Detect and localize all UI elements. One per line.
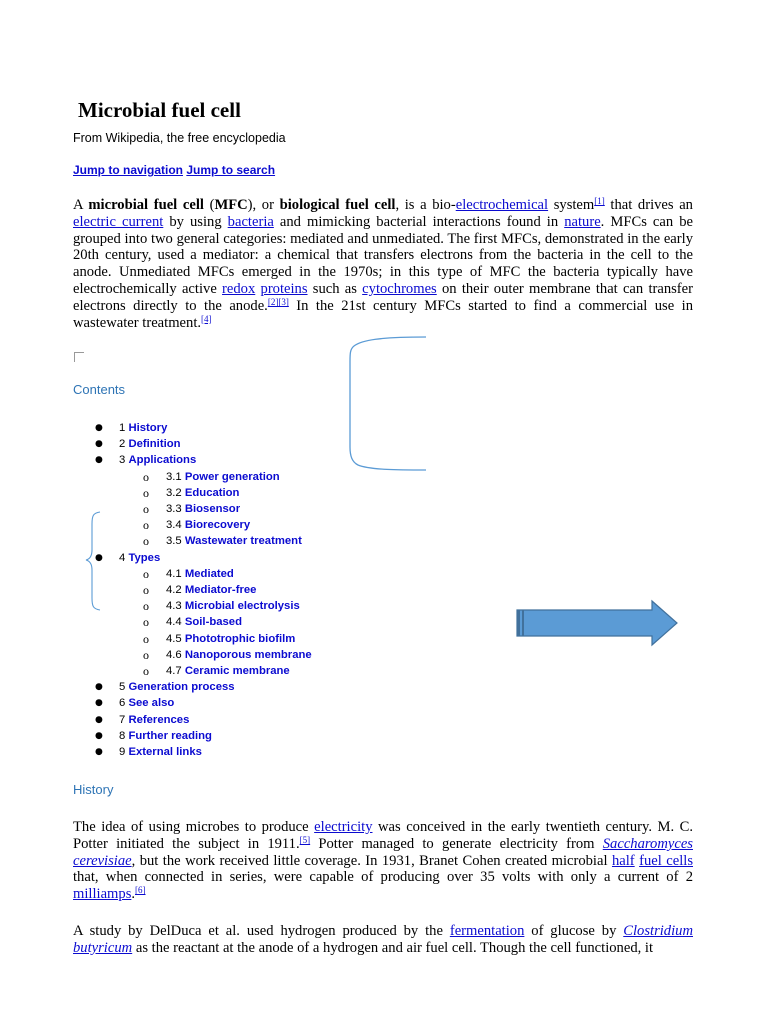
contents-heading: Contents bbox=[73, 382, 126, 397]
toc-bullet: ● bbox=[95, 747, 103, 757]
checkbox-icon bbox=[74, 352, 84, 362]
toc-link[interactable]: See also bbox=[128, 697, 175, 709]
bold-term: microbial fuel cell bbox=[88, 197, 204, 213]
link-electric-current[interactable]: electric current bbox=[73, 213, 164, 230]
toc-number: 4.1 bbox=[166, 568, 182, 580]
toc-bullet: o bbox=[143, 615, 149, 629]
citation-link[interactable]: [6] bbox=[135, 885, 146, 896]
link-milliamps[interactable]: milliamps bbox=[73, 886, 132, 903]
brace-shape bbox=[340, 332, 430, 477]
toc-link[interactable]: Generation process bbox=[128, 681, 235, 693]
toc-link[interactable]: Biosensor bbox=[184, 503, 241, 515]
toc-link[interactable]: Types bbox=[128, 552, 161, 564]
link-cytochromes[interactable]: cytochromes bbox=[362, 280, 437, 297]
toc-item[interactable] bbox=[119, 420, 167, 436]
text: , but the work received little coverage. In 1931, Branet Cohen created microbial bbox=[131, 852, 612, 869]
toc-bullet: o bbox=[143, 486, 149, 500]
toc-link[interactable]: Mediator-free bbox=[184, 584, 257, 596]
intro-paragraph bbox=[73, 197, 693, 331]
toc-bullet: ● bbox=[95, 731, 103, 741]
jump-to-search-link[interactable]: Jump to search bbox=[186, 163, 276, 177]
toc-item[interactable] bbox=[119, 744, 202, 760]
toc-item[interactable] bbox=[166, 533, 302, 549]
link-redox[interactable]: redox bbox=[222, 280, 256, 297]
link-half[interactable]: half bbox=[611, 852, 635, 869]
toc-item[interactable] bbox=[166, 566, 234, 582]
toc-number: 8 bbox=[119, 730, 126, 742]
toc-link[interactable]: Biorecovery bbox=[184, 519, 251, 531]
toc-item[interactable] bbox=[166, 631, 295, 647]
toc-link[interactable]: Microbial electrolysis bbox=[184, 600, 300, 612]
toc-bullet: o bbox=[143, 583, 149, 597]
study-paragraph bbox=[73, 923, 693, 957]
bold-term: MFC bbox=[214, 197, 248, 213]
history-heading: History bbox=[73, 782, 114, 797]
toc-bullet: o bbox=[143, 502, 149, 516]
toc-bullet: ● bbox=[95, 698, 103, 708]
text: The idea of using microbes to produce bbox=[73, 819, 315, 835]
toc-item[interactable] bbox=[119, 550, 160, 566]
text: ( bbox=[203, 197, 215, 213]
link-proteins[interactable]: proteins bbox=[260, 280, 308, 297]
toc-link[interactable]: Nanoporous membrane bbox=[184, 649, 312, 661]
toc-number: 1 bbox=[119, 422, 126, 434]
toc-link[interactable]: History bbox=[128, 422, 168, 434]
toc-link[interactable]: Definition bbox=[128, 438, 181, 450]
text: that drives an bbox=[604, 197, 693, 213]
text: . bbox=[131, 886, 136, 903]
toc-number: 4.5 bbox=[166, 633, 182, 645]
toc-link[interactable]: Applications bbox=[128, 454, 197, 466]
link-nature[interactable]: nature bbox=[564, 213, 601, 230]
jump-links bbox=[73, 163, 275, 177]
citation-link[interactable]: [4] bbox=[201, 313, 212, 324]
page-subtitle: From Wikipedia, the free encyclopedia bbox=[73, 131, 286, 145]
citation-link[interactable]: [5] bbox=[299, 834, 311, 845]
toc-bullet: ● bbox=[95, 423, 103, 433]
toc-item[interactable] bbox=[119, 728, 212, 744]
text: A bbox=[73, 197, 89, 213]
toc-number: 4.7 bbox=[166, 665, 182, 677]
text: In the 21st century MFCs started to find a commercial use in wastewater treatment. bbox=[73, 297, 694, 331]
toc-number: 4.6 bbox=[166, 649, 182, 661]
citation-link[interactable]: [2][3] bbox=[267, 296, 289, 307]
toc-link[interactable]: Mediated bbox=[184, 568, 234, 580]
toc-number: 3.3 bbox=[166, 503, 182, 515]
text: by using bbox=[163, 213, 228, 230]
text: system bbox=[548, 197, 595, 213]
link-bacteria[interactable]: bacteria bbox=[227, 213, 274, 230]
link-electricity[interactable]: electricity bbox=[314, 819, 373, 835]
toc-bullet: o bbox=[143, 567, 149, 581]
text: such as bbox=[307, 280, 363, 297]
text: ), or bbox=[247, 197, 280, 213]
toc-item[interactable] bbox=[166, 582, 256, 598]
toc-number: 7 bbox=[119, 714, 126, 726]
toc-item[interactable] bbox=[166, 517, 250, 533]
toc-bullet: ● bbox=[95, 682, 103, 692]
jump-to-navigation-link[interactable]: Jump to navigation bbox=[73, 163, 184, 177]
toc-number: 4.3 bbox=[166, 600, 182, 612]
toc-number: 6 bbox=[119, 697, 126, 709]
toc-item[interactable] bbox=[119, 452, 196, 468]
link-fermentation[interactable]: fermentation bbox=[449, 923, 525, 939]
text: , is a bio- bbox=[395, 197, 456, 213]
text: and mimicking bacterial interactions found in bbox=[273, 213, 565, 230]
right-arrow-icon bbox=[514, 598, 680, 648]
toc-link[interactable]: Ceramic membrane bbox=[184, 665, 290, 677]
toc-item[interactable] bbox=[119, 712, 189, 728]
toc-bullet: o bbox=[143, 518, 149, 532]
text: . MFCs can be grouped into two general categories: mediated and unmediated. The first MFCs, demonstrated in the early 20th century, used a mediator: a chemical that transfers electrons from the bacteria in the cell to the anode. Unmediated MFCs emerged in the 1970s; in this type of MFC the bacteria typically have electrochemically active bbox=[73, 213, 693, 297]
toc-number: 4.4 bbox=[166, 616, 182, 628]
toc-link[interactable]: Phototrophic biofilm bbox=[184, 633, 296, 645]
toc-item[interactable] bbox=[166, 501, 240, 517]
toc-number: 3.4 bbox=[166, 519, 182, 531]
text: as the reactant at the anode of a hydrogen and air fuel cell. Though the cell functioned, it bbox=[132, 939, 654, 956]
toc-item[interactable] bbox=[119, 679, 235, 695]
toc-link[interactable]: External links bbox=[128, 746, 202, 758]
toc-number: 4 bbox=[119, 552, 126, 564]
text: Potter managed to generate electricity from bbox=[310, 835, 603, 852]
toc-item[interactable] bbox=[166, 663, 290, 679]
toc-item[interactable] bbox=[119, 436, 181, 452]
text: that, when connected in series, were capable of producing over 35 volts with only a current of 2 bbox=[73, 869, 693, 886]
toc-item[interactable] bbox=[166, 614, 242, 630]
toc-link[interactable]: Education bbox=[184, 487, 240, 499]
toc-item[interactable] bbox=[166, 647, 312, 663]
link-saccharomyces[interactable]: Saccharomyces cerevisiae bbox=[73, 835, 693, 869]
toc-bullet: o bbox=[143, 599, 149, 613]
text: on their outer membrane that can transfer electrons directly to the anode. bbox=[73, 280, 694, 314]
toc-link[interactable]: Further reading bbox=[128, 730, 212, 742]
toc-number: 2 bbox=[119, 438, 126, 450]
toc-item[interactable] bbox=[166, 469, 280, 485]
toc-item[interactable] bbox=[119, 695, 174, 711]
history-paragraph bbox=[73, 819, 693, 903]
toc-number: 3.1 bbox=[166, 471, 182, 483]
link-clostridium[interactable]: Clostridium butyricum bbox=[73, 923, 693, 956]
toc-bullet: o bbox=[143, 534, 149, 548]
text: A study by DelDuca et al. used hydrogen produced by the bbox=[73, 923, 450, 939]
bold-term: biological fuel cell bbox=[279, 197, 396, 213]
toc-link[interactable]: Power generation bbox=[184, 471, 280, 483]
link-fuel-cells[interactable]: fuel cells bbox=[639, 852, 693, 869]
toc-number: 9 bbox=[119, 746, 126, 758]
page-title: Microbial fuel cell bbox=[78, 98, 241, 122]
toc-item[interactable] bbox=[166, 598, 300, 614]
text: of glucose by bbox=[524, 923, 624, 939]
toc-item[interactable] bbox=[166, 485, 239, 501]
toc-number: 3 bbox=[119, 454, 126, 466]
link-electrochemical[interactable]: electrochemical bbox=[455, 197, 549, 213]
toc-link[interactable]: References bbox=[128, 714, 190, 726]
toc-bullet: ● bbox=[95, 715, 103, 725]
toc-link[interactable]: Soil-based bbox=[184, 616, 242, 628]
toc-bullet: ● bbox=[95, 455, 103, 465]
toc-bullet: o bbox=[143, 648, 149, 662]
toc-bullet: ● bbox=[95, 439, 103, 449]
text: was conceived in the early twentieth century. M. C. Potter initiated the subject in 1911. bbox=[73, 819, 693, 852]
toc-bullet: o bbox=[143, 664, 149, 678]
toc-bullet: o bbox=[143, 470, 149, 484]
toc-number: 3.2 bbox=[166, 487, 182, 499]
toc-number: 3.5 bbox=[166, 535, 182, 547]
toc-bullet: o bbox=[143, 632, 149, 646]
citation-link[interactable]: [1] bbox=[594, 196, 605, 206]
toc-number: 5 bbox=[119, 681, 126, 693]
toc-link[interactable]: Wastewater treatment bbox=[184, 535, 302, 547]
toc-bullet: ● bbox=[95, 553, 103, 563]
toc-number: 4.2 bbox=[166, 584, 182, 596]
